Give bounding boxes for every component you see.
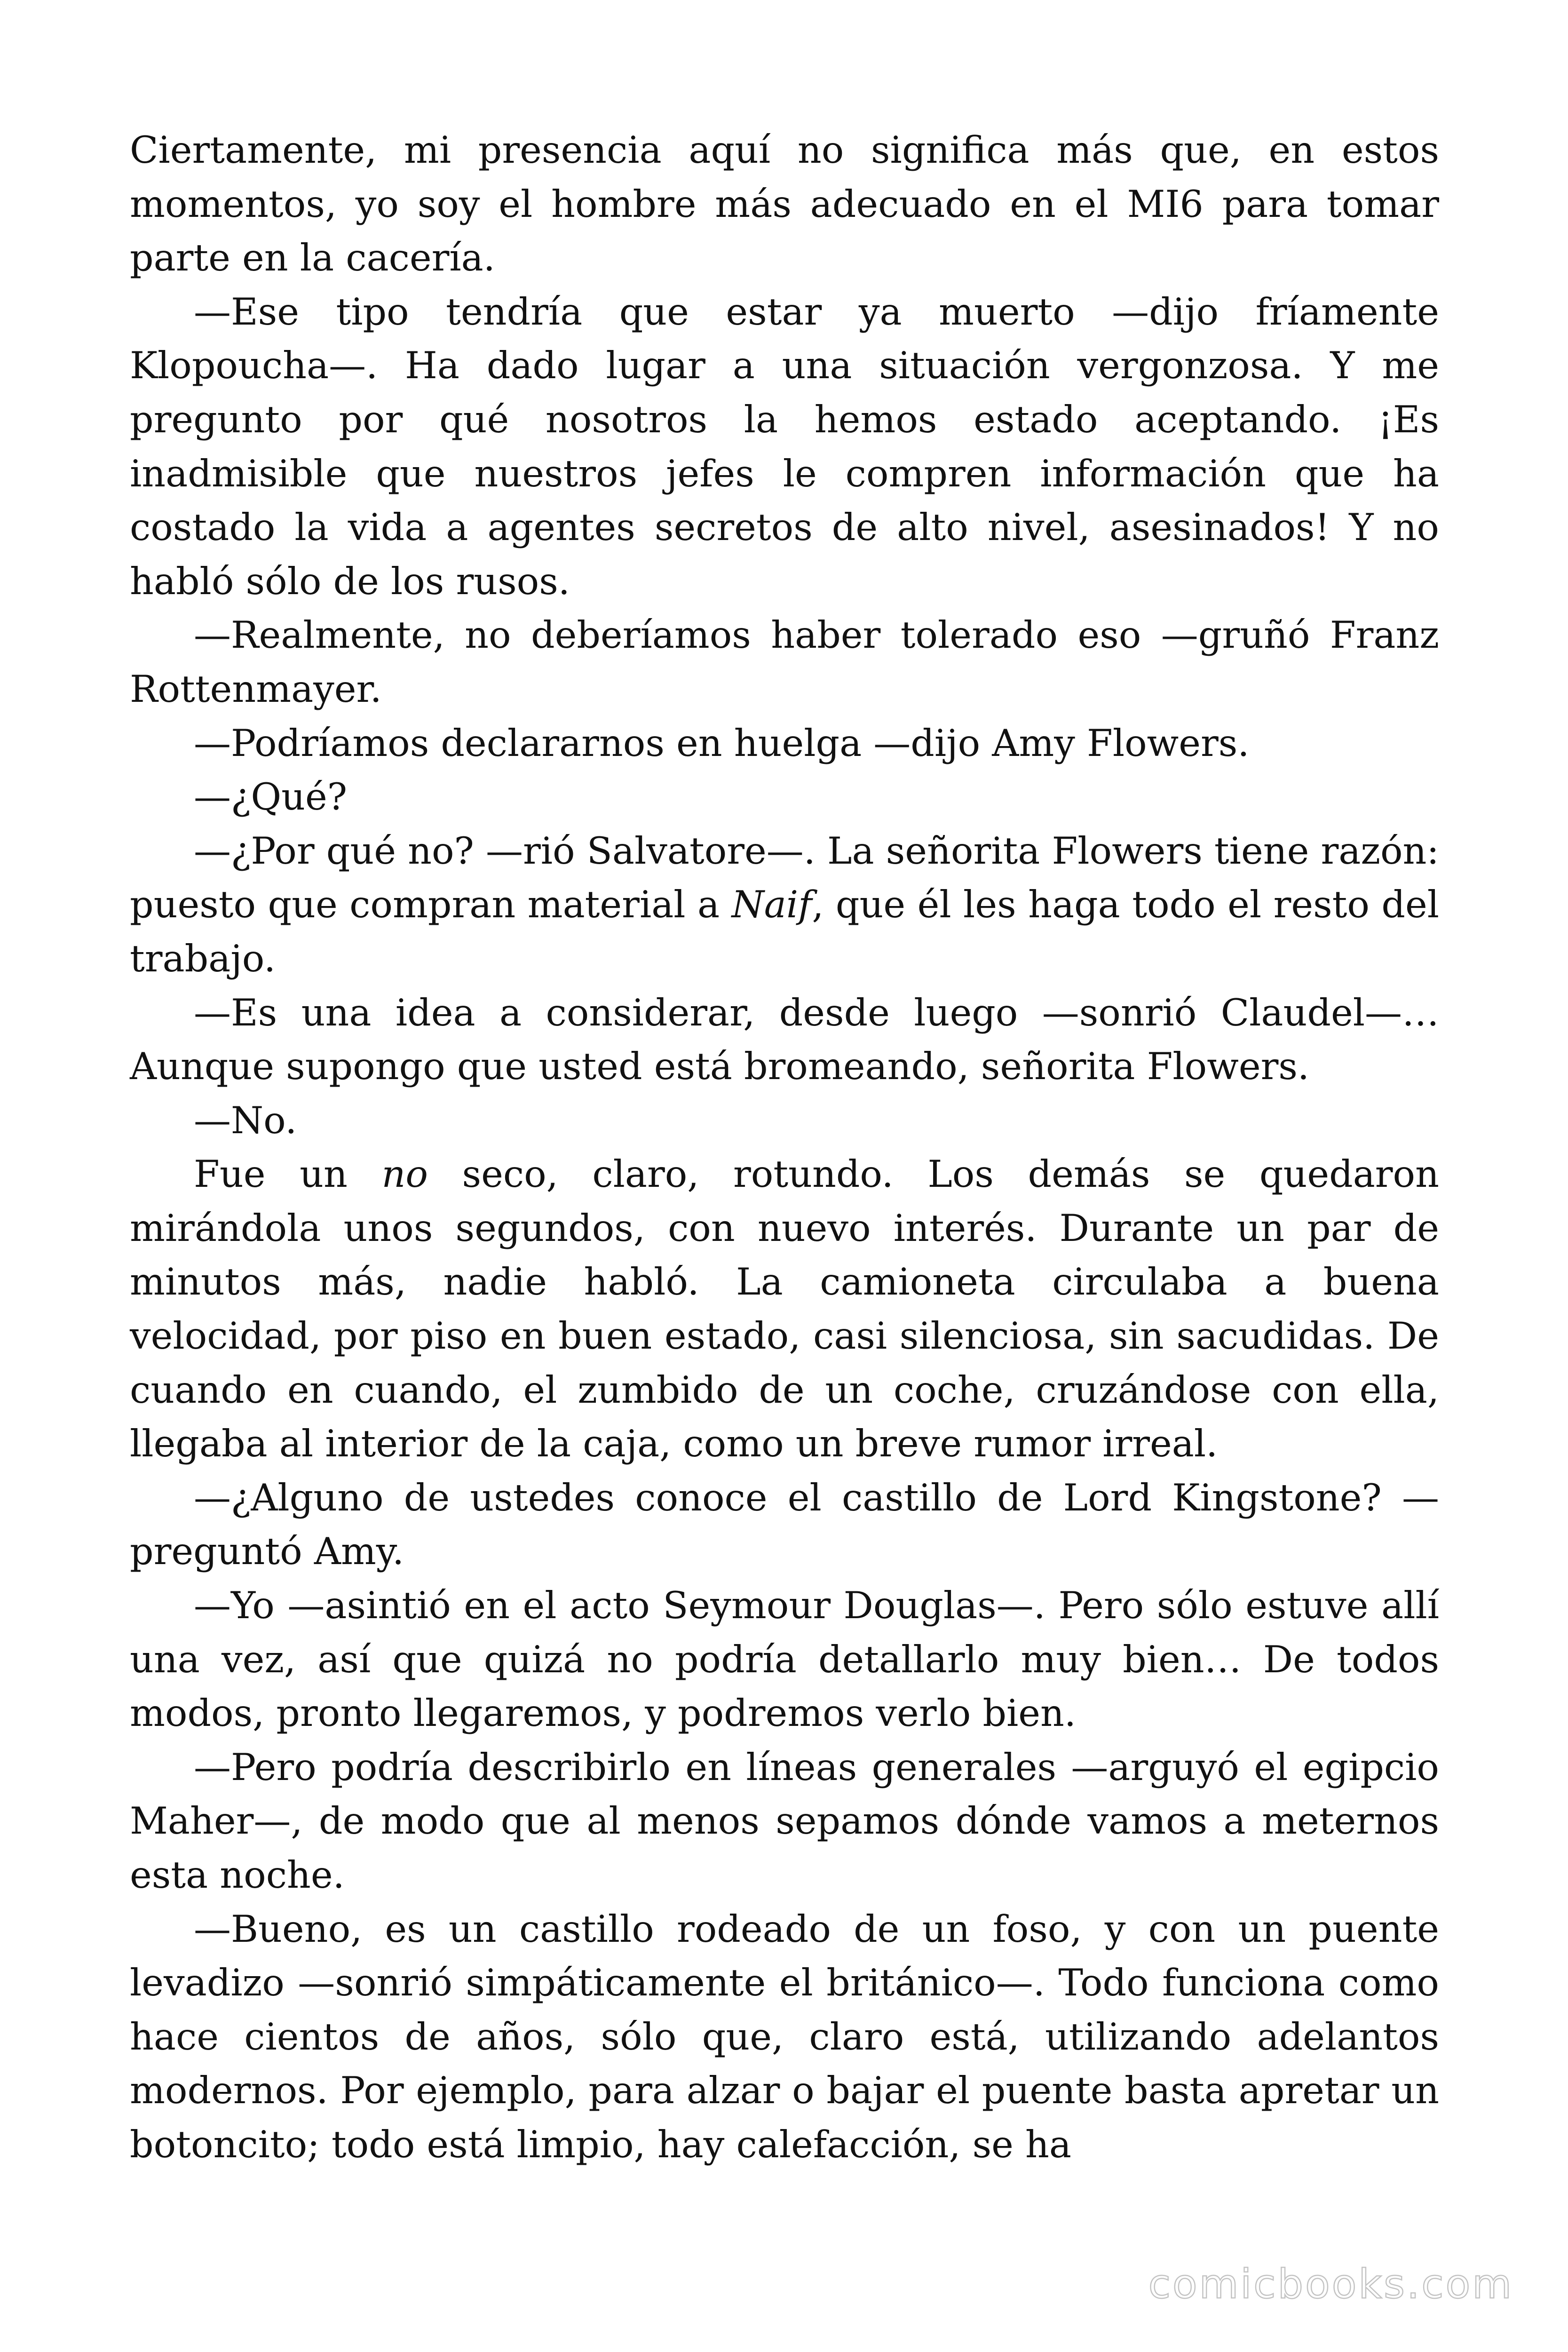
text-segment: —No. xyxy=(194,1098,297,1142)
italic-text-segment: no xyxy=(381,1152,428,1196)
text-segment: —Es una idea a considerar, desde luego —sonrió Claudel—… Aunque supongo que usted está bromeando, señorita Flowers. xyxy=(130,991,1439,1089)
paragraph xyxy=(130,1471,1439,1579)
paragraph xyxy=(130,1094,1439,1148)
text-segment: Ciertamente, mi presencia aquí no significa más que, en estos momentos, yo soy el hombre más adecuado en el MI6 para tomar parte en la cacería. xyxy=(130,128,1439,280)
text-segment: —Yo —asintió en el acto Seymour Douglas—. Pero sólo estuve allí una vez, así que quizá no podría detallarlo muy bien… De todos modos, pronto llegaremos, y podremos verlo bien. xyxy=(130,1584,1439,1735)
text-segment: —Pero podría describirlo en líneas generales —arguyó el egipcio Maher—, de modo que al menos sepamos dónde vamos a meternos esta noche. xyxy=(130,1745,1439,1897)
paragraph xyxy=(130,1579,1439,1740)
paragraph xyxy=(130,123,1439,285)
text-segment: —Podríamos declararnos en huelga —dijo Amy Flowers. xyxy=(194,721,1250,765)
paragraph xyxy=(130,824,1439,986)
text-segment: —¿Alguno de ustedes conoce el castillo de Lord Kingstone? —preguntó Amy. xyxy=(130,1476,1439,1573)
paragraph xyxy=(130,1740,1439,1902)
text-segment: —¿Por qué no? —rió Salvatore—. La señorita Flowers tiene razón: puesto que compran material a xyxy=(130,829,1439,927)
paragraph xyxy=(130,1902,1439,2172)
text-segment: —¿Qué? xyxy=(194,775,348,819)
text-segment: , que él les haga todo el resto del trabajo. xyxy=(130,883,1439,980)
paragraph xyxy=(130,608,1439,716)
text-segment: —Bueno, es un castillo rodeado de un foso, y con un puente levadizo —sonrió simpáticamente el británico—. Todo funciona como hace cientos de años, sólo que, claro está, utilizando adelantos modernos. Por ejemplo, para alzar o bajar el puente basta apretar un botoncito; todo está limpio, hay calefacción, se ha xyxy=(130,1907,1439,2166)
paragraph xyxy=(130,285,1439,609)
watermark: comicbooks.com xyxy=(1148,2261,1513,2308)
paragraph xyxy=(130,770,1439,824)
page-body xyxy=(130,123,1439,2172)
paragraph xyxy=(130,716,1439,771)
text-segment: —Ese tipo tendría que estar ya muerto —dijo fríamente Klopoucha—. Ha dado lugar a una situación vergonzosa. Y me pregunto por qué nosotros la hemos estado aceptando. ¡Es inadmisible que nuestros jefes le compren información que ha costado la vida a agentes secretos de alto nivel, asesinados! Y no habló sólo de los rusos. xyxy=(130,290,1439,603)
paragraph xyxy=(130,986,1439,1094)
paragraph xyxy=(130,1147,1439,1471)
italic-text-segment: Naif xyxy=(731,883,812,927)
text-segment: —Realmente, no deberíamos haber tolerado eso —gruñó Franz Rottenmayer. xyxy=(130,613,1439,711)
text-segment: seco, claro, rotundo. Los demás se quedaron mirándola unos segundos, con nuevo interés. Durante un par de minutos más, nadie habló. La camioneta circulaba a buena velocidad, por piso en buen estado, casi silenciosa, sin sacudidas. De cuando en cuando, el zumbido de un coche, cruzándose con ella, llegaba al interior de la caja, como un breve rumor irreal. xyxy=(130,1152,1439,1466)
text-segment: Fue un xyxy=(194,1152,382,1196)
